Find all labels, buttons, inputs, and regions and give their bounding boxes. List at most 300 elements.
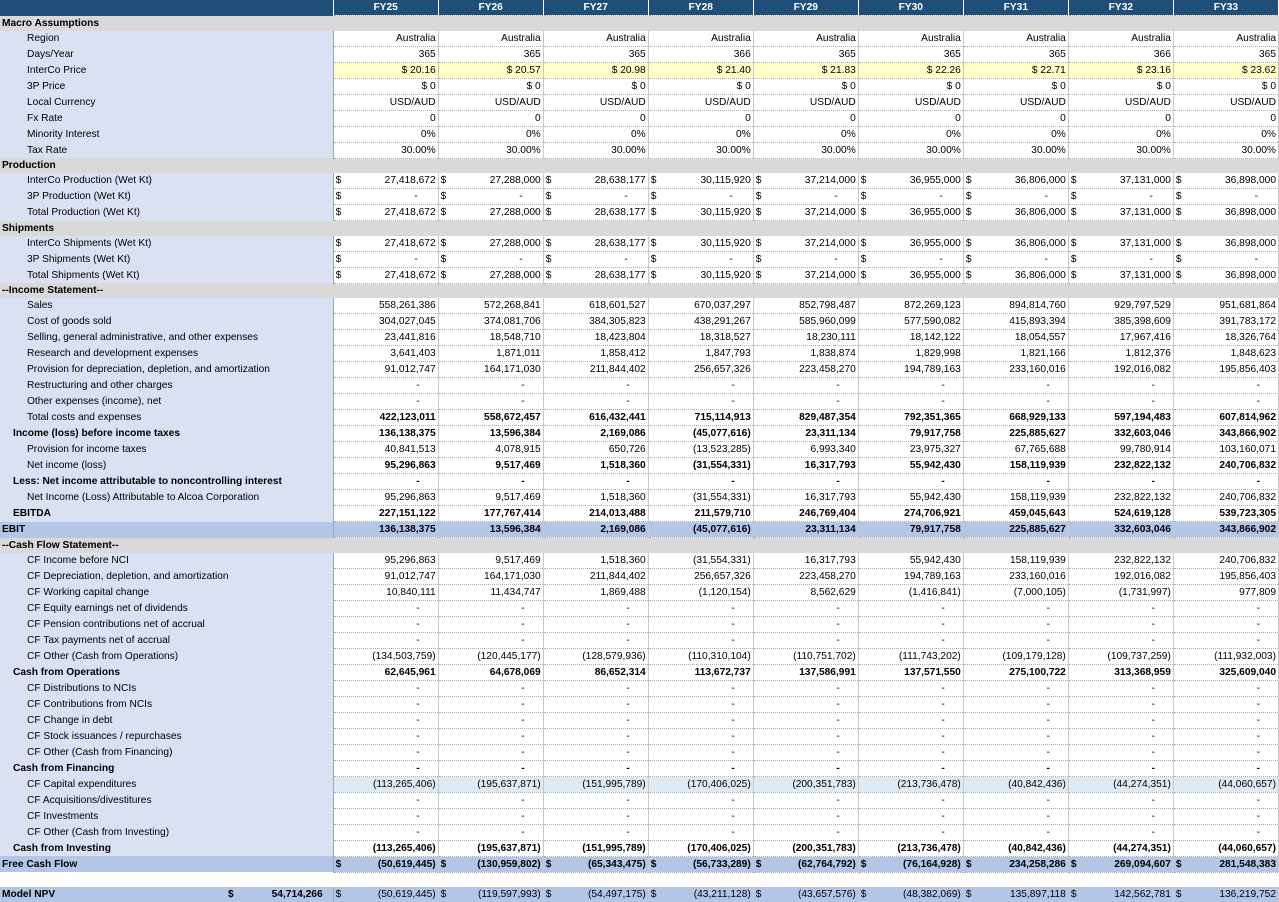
cell-fy33[interactable] [1173,189,1278,205]
cell-fy30[interactable]: 365 [858,46,963,62]
cell-fy31[interactable]: 30.00% [963,142,1068,158]
cell-fy26[interactable]: 0% [438,126,543,142]
cell-fy25[interactable]: - [333,680,438,696]
cell-fy32[interactable]: 332,603,046 [1068,426,1173,442]
cell-fy25[interactable]: 30.00% [333,142,438,158]
cell-fy31[interactable]: - [963,792,1068,808]
cell-fy30[interactable] [858,173,963,189]
cell-fy27[interactable]: 211,844,402 [543,362,648,378]
cell-fy25[interactable]: 227,151,122 [333,506,438,522]
cell-fy32[interactable]: 1,812,376 [1068,346,1173,362]
cell-fy27[interactable]: $ 20.98 [543,62,648,78]
cell-fy28[interactable] [648,236,753,252]
cell-fy26[interactable]: - [438,696,543,712]
cell-fy33[interactable] [1173,158,1278,173]
cell-fy31[interactable] [963,538,1068,553]
cell-fy25[interactable] [333,283,438,298]
cell-fy29[interactable]: (110,751,702) [753,648,858,664]
cell-fy32[interactable]: 99,780,914 [1068,442,1173,458]
cell-fy31[interactable] [963,189,1068,205]
row-label[interactable]: Days/Year [0,46,333,62]
cell-fy33[interactable] [1173,887,1278,902]
cell-fy30[interactable]: - [858,680,963,696]
cell-fy29[interactable]: - [753,394,858,410]
year-header-fy27[interactable]: FY27 [543,0,648,16]
cell-fy30[interactable]: 577,590,082 [858,314,963,330]
cell-fy30[interactable]: 0% [858,126,963,142]
row-label[interactable]: CF Working capital change [0,584,333,600]
cell-fy29[interactable]: 16,317,793 [753,553,858,569]
cell-fy28[interactable]: - [648,744,753,760]
cell-fy27[interactable]: 18,423,804 [543,330,648,346]
cell-fy33[interactable]: (44,060,657) [1173,840,1278,856]
cell-fy33[interactable]: $ 23.62 [1173,62,1278,78]
cell-fy26[interactable]: - [438,680,543,696]
cell-fy27[interactable]: 2,169,086 [543,522,648,538]
cell-fy30[interactable]: 1,829,998 [858,346,963,362]
cell-fy31[interactable]: - [963,378,1068,394]
cell-fy28[interactable]: - [648,600,753,616]
cell-fy32[interactable]: - [1068,712,1173,728]
cell-fy32[interactable]: Australia [1068,31,1173,47]
cell-fy30[interactable] [858,887,963,902]
cell-fy26[interactable]: - [438,712,543,728]
cell-fy31[interactable]: USD/AUD [963,94,1068,110]
cell-fy30[interactable] [858,872,963,887]
cell-fy26[interactable]: 13,596,384 [438,426,543,442]
cell-fy29[interactable] [753,856,858,872]
cell-fy28[interactable]: 256,657,326 [648,568,753,584]
cell-fy27[interactable] [543,189,648,205]
cell-fy29[interactable]: - [753,824,858,840]
cell-fy26[interactable]: 9,517,469 [438,553,543,569]
cell-fy26[interactable]: 13,596,384 [438,522,543,538]
cell-fy33[interactable]: 18,326,764 [1173,330,1278,346]
cell-fy32[interactable] [1068,16,1173,31]
cell-fy26[interactable]: (195,637,871) [438,840,543,856]
cell-fy31[interactable]: - [963,680,1068,696]
cell-fy29[interactable]: (200,351,783) [753,776,858,792]
cell-fy26[interactable] [438,173,543,189]
cell-fy32[interactable]: (109,737,259) [1068,648,1173,664]
cell-fy32[interactable]: 0 [1068,110,1173,126]
cell-fy27[interactable]: - [543,378,648,394]
cell-fy32[interactable]: 192,016,082 [1068,362,1173,378]
cell-fy26[interactable]: 1,871,011 [438,346,543,362]
cell-fy27[interactable]: 86,652,314 [543,664,648,680]
cell-fy28[interactable]: USD/AUD [648,94,753,110]
cell-fy28[interactable]: - [648,824,753,840]
cell-fy30[interactable]: (111,743,202) [858,648,963,664]
cell-fy32[interactable]: - [1068,808,1173,824]
row-label[interactable]: InterCo Shipments (Wet Kt) [0,236,333,252]
row-label[interactable]: EBITDA [0,506,333,522]
cell-fy29[interactable]: - [753,600,858,616]
cell-fy27[interactable] [543,283,648,298]
row-label[interactable]: Total costs and expenses [0,410,333,426]
cell-fy29[interactable] [753,267,858,283]
cell-fy28[interactable] [648,538,753,553]
cell-fy29[interactable]: - [753,792,858,808]
cell-fy30[interactable]: - [858,744,963,760]
cell-fy33[interactable]: 343,866,902 [1173,426,1278,442]
cell-fy28[interactable]: $ 21.40 [648,62,753,78]
cell-fy31[interactable]: - [963,616,1068,632]
cell-fy33[interactable]: 0 [1173,110,1278,126]
cell-fy33[interactable] [1173,267,1278,283]
cell-fy29[interactable]: 30.00% [753,142,858,158]
cell-fy30[interactable]: - [858,632,963,648]
cell-fy33[interactable] [1173,236,1278,252]
cell-fy25[interactable]: - [333,760,438,776]
cell-fy25[interactable]: 558,261,386 [333,298,438,314]
cell-fy33[interactable]: - [1173,760,1278,776]
cell-fy25[interactable] [333,236,438,252]
cell-fy26[interactable] [438,221,543,236]
cell-fy27[interactable]: - [543,712,648,728]
cell-fy25[interactable]: 40,841,513 [333,442,438,458]
cell-fy29[interactable] [753,538,858,553]
cell-fy33[interactable]: 240,706,832 [1173,490,1278,506]
cell-fy32[interactable] [1068,221,1173,236]
cell-fy30[interactable] [858,205,963,221]
row-label[interactable]: Provision for income taxes [0,442,333,458]
cell-fy26[interactable]: 30.00% [438,142,543,158]
cell-fy27[interactable]: (151,995,789) [543,840,648,856]
cell-fy33[interactable]: - [1173,808,1278,824]
cell-fy33[interactable]: - [1173,792,1278,808]
cell-fy29[interactable]: - [753,378,858,394]
cell-fy28[interactable]: 113,672,737 [648,664,753,680]
cell-fy26[interactable]: - [438,378,543,394]
cell-fy28[interactable]: (170,406,025) [648,776,753,792]
cell-fy33[interactable]: 977,809 [1173,584,1278,600]
cell-fy33[interactable]: 539,723,305 [1173,506,1278,522]
cell-fy26[interactable]: 4,078,915 [438,442,543,458]
cell-fy25[interactable]: - [333,712,438,728]
cell-fy31[interactable]: - [963,760,1068,776]
row-label[interactable]: Cash from Financing [0,760,333,776]
cell-fy31[interactable]: - [963,808,1068,824]
cell-fy33[interactable]: 0% [1173,126,1278,142]
cell-fy26[interactable]: - [438,394,543,410]
cell-fy27[interactable]: 365 [543,46,648,62]
cell-fy28[interactable]: (45,077,616) [648,426,753,442]
cell-fy31[interactable] [963,158,1068,173]
cell-fy30[interactable]: - [858,728,963,744]
cell-fy33[interactable] [1173,173,1278,189]
cell-fy29[interactable]: - [753,744,858,760]
cell-fy26[interactable] [438,856,543,872]
row-label[interactable]: CF Other (Cash from Investing) [0,824,333,840]
cell-fy25[interactable] [333,251,438,267]
cell-fy31[interactable]: (40,842,436) [963,776,1068,792]
cell-fy30[interactable]: - [858,792,963,808]
cell-fy31[interactable]: 18,054,557 [963,330,1068,346]
cell-fy26[interactable]: Australia [438,31,543,47]
cell-fy27[interactable]: Australia [543,31,648,47]
cell-fy31[interactable]: 0 [963,110,1068,126]
cell-fy32[interactable]: - [1068,696,1173,712]
cell-fy26[interactable]: 9,517,469 [438,490,543,506]
cell-fy26[interactable]: 558,672,457 [438,410,543,426]
cell-fy31[interactable] [963,887,1068,902]
cell-fy31[interactable]: 894,814,760 [963,298,1068,314]
cell-fy27[interactable]: 616,432,441 [543,410,648,426]
cell-fy30[interactable]: - [858,808,963,824]
cell-fy27[interactable]: - [543,792,648,808]
cell-fy33[interactable] [1173,538,1278,553]
cell-fy26[interactable]: - [438,824,543,840]
cell-fy31[interactable]: 365 [963,46,1068,62]
cell-fy31[interactable]: 225,885,627 [963,522,1068,538]
cell-fy33[interactable]: 951,681,864 [1173,298,1278,314]
cell-fy26[interactable]: (195,637,871) [438,776,543,792]
cell-fy26[interactable]: $ 0 [438,78,543,94]
row-label[interactable]: Cash from Operations [0,664,333,680]
cell-fy30[interactable]: - [858,616,963,632]
cell-fy32[interactable]: (44,274,351) [1068,840,1173,856]
cell-fy31[interactable]: 233,160,016 [963,362,1068,378]
cell-fy30[interactable]: 274,706,921 [858,506,963,522]
cell-fy26[interactable]: - [438,728,543,744]
cell-fy27[interactable]: 30.00% [543,142,648,158]
cell-fy29[interactable]: - [753,728,858,744]
cell-fy29[interactable]: 0% [753,126,858,142]
cell-fy27[interactable]: - [543,616,648,632]
cell-fy28[interactable]: - [648,378,753,394]
cell-fy26[interactable]: 9,517,469 [438,458,543,474]
row-label[interactable]: Macro Assumptions [0,16,333,31]
cell-fy27[interactable] [543,538,648,553]
cell-fy25[interactable]: 136,138,375 [333,522,438,538]
cell-fy27[interactable] [543,267,648,283]
cell-fy28[interactable]: (45,077,616) [648,522,753,538]
cell-fy25[interactable]: - [333,696,438,712]
cell-fy31[interactable]: - [963,824,1068,840]
row-label[interactable]: Local Currency [0,94,333,110]
cell-fy27[interactable]: - [543,600,648,616]
row-label[interactable]: CF Other (Cash from Operations) [0,648,333,664]
cell-fy33[interactable]: - [1173,712,1278,728]
cell-fy32[interactable] [1068,538,1173,553]
cell-fy26[interactable]: 64,678,069 [438,664,543,680]
cell-fy28[interactable] [648,283,753,298]
cell-fy28[interactable]: 256,657,326 [648,362,753,378]
cell-fy28[interactable]: Australia [648,31,753,47]
cell-fy31[interactable]: - [963,600,1068,616]
row-label[interactable]: Cash from Investing [0,840,333,856]
cell-fy31[interactable] [963,173,1068,189]
cell-fy28[interactable]: - [648,474,753,490]
cell-fy30[interactable]: 30.00% [858,142,963,158]
row-label[interactable]: 3P Production (Wet Kt) [0,189,333,205]
row-label[interactable]: Less: Net income attributable to noncontrolling interest [0,474,333,490]
cell-fy33[interactable]: 343,866,902 [1173,522,1278,538]
cell-fy33[interactable]: - [1173,616,1278,632]
cell-fy29[interactable]: - [753,760,858,776]
cell-fy29[interactable]: USD/AUD [753,94,858,110]
cell-fy28[interactable]: 366 [648,46,753,62]
cell-fy30[interactable]: 55,942,430 [858,458,963,474]
cell-fy26[interactable] [438,538,543,553]
cell-fy27[interactable] [543,251,648,267]
row-label[interactable]: CF Distributions to NCIs [0,680,333,696]
row-label[interactable]: Sales [0,298,333,314]
cell-fy32[interactable]: 232,822,132 [1068,458,1173,474]
cell-fy28[interactable]: 18,318,527 [648,330,753,346]
cell-fy28[interactable] [648,173,753,189]
cell-fy25[interactable]: 23,441,816 [333,330,438,346]
cell-fy26[interactable]: 0 [438,110,543,126]
cell-fy30[interactable] [858,267,963,283]
cell-fy31[interactable]: - [963,632,1068,648]
cell-fy25[interactable]: 365 [333,46,438,62]
cell-fy26[interactable]: 572,268,841 [438,298,543,314]
cell-fy32[interactable]: USD/AUD [1068,94,1173,110]
cell-fy25[interactable]: $ 0 [333,78,438,94]
cell-fy27[interactable] [543,872,648,887]
cell-fy25[interactable]: - [333,728,438,744]
year-header-fy25[interactable]: FY25 [333,0,438,16]
cell-fy29[interactable]: 8,562,629 [753,584,858,600]
cell-fy31[interactable]: 275,100,722 [963,664,1068,680]
cell-fy26[interactable] [438,887,543,902]
cell-fy26[interactable]: - [438,632,543,648]
cell-fy29[interactable]: - [753,680,858,696]
cell-fy27[interactable]: - [543,744,648,760]
cell-fy28[interactable] [648,856,753,872]
cell-fy29[interactable]: 852,798,487 [753,298,858,314]
cell-fy28[interactable]: 438,291,267 [648,314,753,330]
cell-fy26[interactable]: 365 [438,46,543,62]
cell-fy25[interactable]: - [333,616,438,632]
cell-fy26[interactable]: - [438,616,543,632]
cell-fy30[interactable]: 79,917,758 [858,426,963,442]
cell-fy32[interactable]: - [1068,728,1173,744]
cell-fy27[interactable]: - [543,474,648,490]
cell-fy32[interactable]: - [1068,394,1173,410]
cell-fy28[interactable]: 0% [648,126,753,142]
cell-fy32[interactable]: 524,619,128 [1068,506,1173,522]
cell-fy31[interactable]: 158,119,939 [963,458,1068,474]
cell-fy26[interactable]: 164,171,030 [438,568,543,584]
cell-fy30[interactable]: 23,975,327 [858,442,963,458]
cell-fy30[interactable]: - [858,394,963,410]
cell-fy28[interactable]: $ 0 [648,78,753,94]
cell-fy31[interactable] [963,16,1068,31]
cell-fy29[interactable]: (200,351,783) [753,840,858,856]
cell-fy28[interactable] [648,189,753,205]
cell-fy27[interactable]: 211,844,402 [543,568,648,584]
cell-fy33[interactable]: - [1173,632,1278,648]
cell-fy27[interactable]: 1,858,412 [543,346,648,362]
cell-fy25[interactable]: 91,012,747 [333,362,438,378]
cell-fy27[interactable] [543,16,648,31]
cell-fy30[interactable]: 194,789,163 [858,568,963,584]
cell-fy29[interactable]: 365 [753,46,858,62]
cell-fy30[interactable]: - [858,712,963,728]
row-label[interactable]: Selling, general administrative, and other expenses [0,330,333,346]
cell-fy31[interactable]: (7,000,105) [963,584,1068,600]
cell-fy30[interactable]: (1,416,841) [858,584,963,600]
cell-fy26[interactable]: - [438,744,543,760]
cell-fy30[interactable]: 194,789,163 [858,362,963,378]
cell-fy33[interactable]: - [1173,824,1278,840]
cell-fy28[interactable]: 715,114,913 [648,410,753,426]
cell-fy25[interactable]: 304,027,045 [333,314,438,330]
cell-fy30[interactable]: USD/AUD [858,94,963,110]
cell-fy31[interactable] [963,221,1068,236]
cell-fy31[interactable]: - [963,394,1068,410]
cell-fy31[interactable]: - [963,728,1068,744]
cell-fy33[interactable]: Australia [1173,31,1278,47]
cell-fy25[interactable] [333,205,438,221]
cell-fy33[interactable]: - [1173,728,1278,744]
cell-fy32[interactable] [1068,283,1173,298]
cell-fy29[interactable]: 585,960,099 [753,314,858,330]
cell-fy33[interactable] [1173,16,1278,31]
cell-fy30[interactable]: (213,736,478) [858,840,963,856]
cell-fy29[interactable]: - [753,616,858,632]
cell-fy29[interactable] [753,16,858,31]
cell-fy31[interactable]: (109,179,128) [963,648,1068,664]
cell-fy30[interactable]: 872,269,123 [858,298,963,314]
cell-fy32[interactable]: - [1068,792,1173,808]
row-label[interactable]: InterCo Price [0,62,333,78]
cell-fy25[interactable]: 3,641,403 [333,346,438,362]
cell-fy25[interactable]: - [333,632,438,648]
cell-fy26[interactable]: 11,434,747 [438,584,543,600]
cell-fy29[interactable]: 137,586,991 [753,664,858,680]
cell-fy25[interactable] [333,872,438,887]
row-label[interactable]: EBIT [0,522,333,538]
cell-fy25[interactable] [333,267,438,283]
cell-fy32[interactable]: 313,368,959 [1068,664,1173,680]
cell-fy27[interactable]: 618,601,527 [543,298,648,314]
cell-fy32[interactable]: - [1068,474,1173,490]
cell-fy32[interactable]: 597,194,483 [1068,410,1173,426]
cell-fy25[interactable] [333,856,438,872]
cell-fy28[interactable]: - [648,792,753,808]
cell-fy28[interactable] [648,158,753,173]
cell-fy30[interactable]: - [858,600,963,616]
cell-fy29[interactable]: - [753,474,858,490]
cell-fy29[interactable]: 16,317,793 [753,458,858,474]
year-header-fy30[interactable]: FY30 [858,0,963,16]
cell-fy29[interactable] [753,283,858,298]
cell-fy30[interactable]: - [858,378,963,394]
cell-fy27[interactable]: - [543,680,648,696]
row-label[interactable]: Restructuring and other charges [0,378,333,394]
cell-fy29[interactable]: $ 21.83 [753,62,858,78]
cell-fy32[interactable]: 385,398,609 [1068,314,1173,330]
row-label[interactable]: Income (loss) before income taxes [0,426,333,442]
cell-fy27[interactable]: 1,518,360 [543,490,648,506]
cell-fy30[interactable] [858,251,963,267]
cell-fy26[interactable]: - [438,808,543,824]
cell-fy25[interactable]: - [333,474,438,490]
cell-fy25[interactable]: - [333,824,438,840]
cell-fy27[interactable]: 0% [543,126,648,142]
cell-fy31[interactable] [963,283,1068,298]
cell-fy27[interactable] [543,173,648,189]
year-header-fy33[interactable]: FY33 [1173,0,1278,16]
cell-fy31[interactable] [963,251,1068,267]
cell-fy30[interactable] [858,16,963,31]
cell-fy32[interactable]: 17,967,416 [1068,330,1173,346]
cell-fy32[interactable] [1068,267,1173,283]
